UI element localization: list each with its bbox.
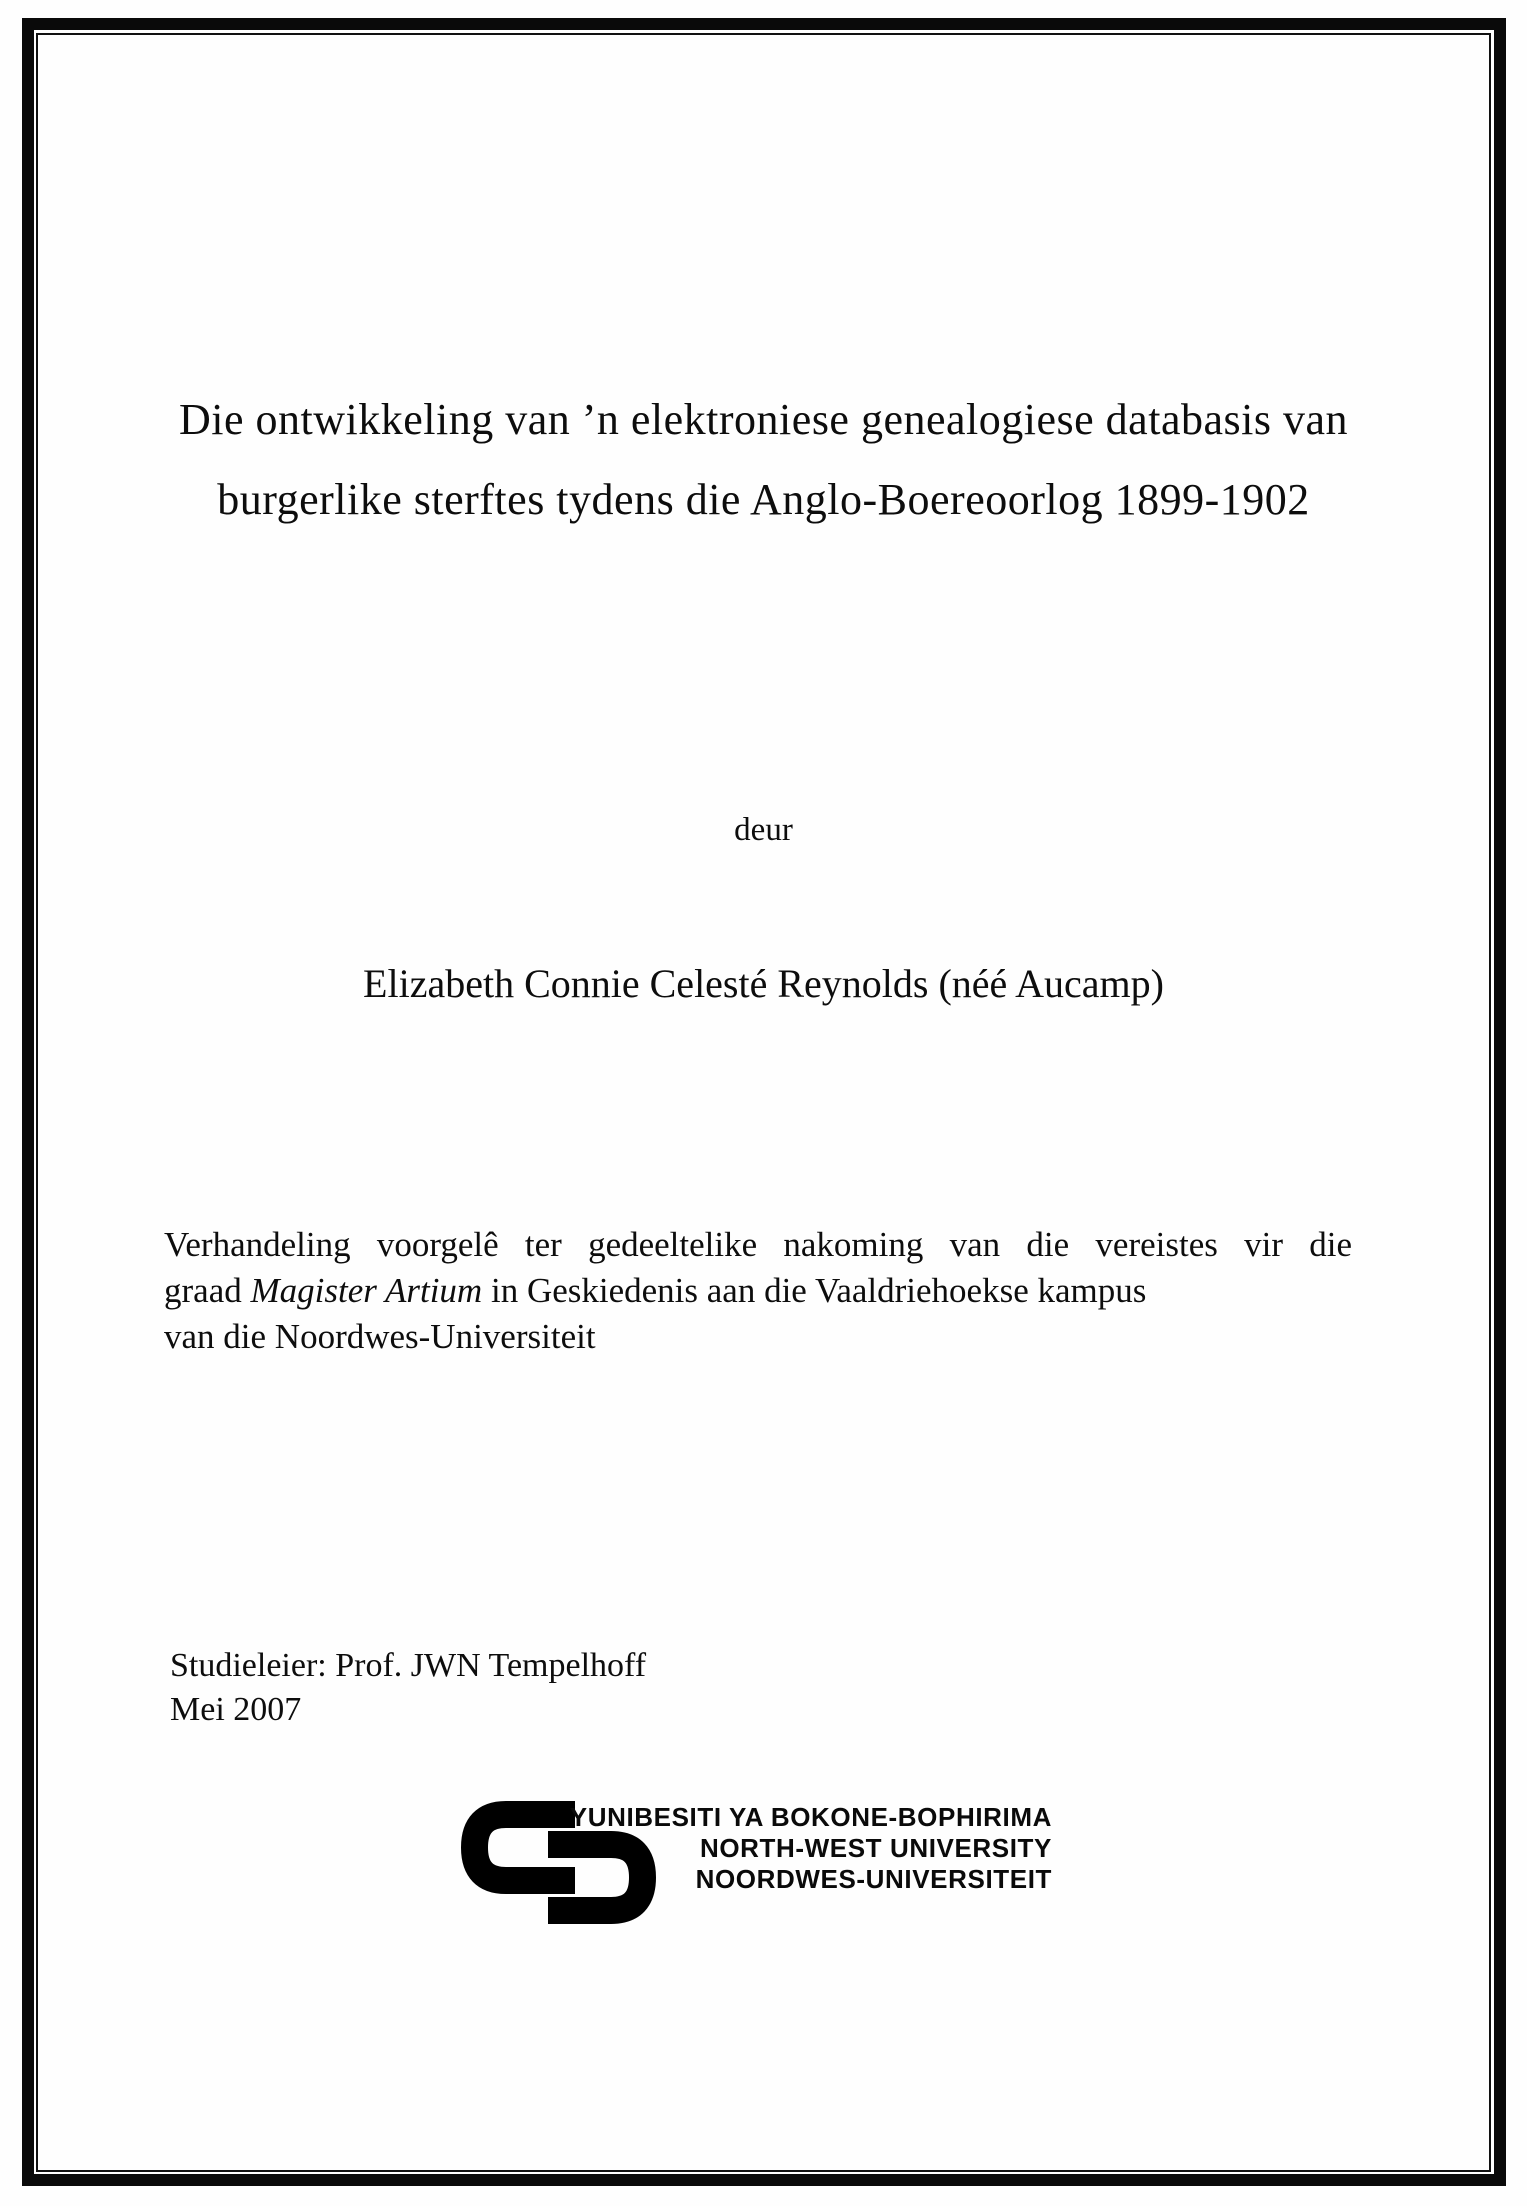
university-name-block xyxy=(570,1802,1052,1895)
degree-suffix: in Geskiedenis aan die Vaaldriehoekse kampus xyxy=(482,1271,1147,1310)
thesis-title xyxy=(90,380,1437,540)
supervisor-line: Studieleier: Prof. JWN Tempelhoff xyxy=(170,1647,647,1684)
date-line: Mei 2007 xyxy=(170,1691,302,1728)
declaration-line-3: van die Noordwes-Universiteit xyxy=(164,1317,596,1356)
degree-name-italic: Magister Artium xyxy=(250,1271,483,1310)
declaration-line-1: Verhandeling voorgelê ter gedeeltelike nakoming van die vereistes vir die xyxy=(164,1225,1352,1264)
university-name-afrikaans: NOORDWES-UNIVERSITEIT xyxy=(695,1864,1052,1894)
author-name: Elizabeth Connie Celesté Reynolds (néé Aucamp) xyxy=(363,961,1164,1006)
supervisor-block xyxy=(170,1644,646,1732)
title-line-2: burgerlike sterftes tydens die Anglo-Boereoorlog 1899-1902 xyxy=(217,475,1310,524)
university-name-english: NORTH-WEST UNIVERSITY xyxy=(699,1833,1052,1863)
declaration-line-2 xyxy=(164,1268,1352,1314)
university-logo xyxy=(461,1796,1061,1956)
degree-prefix: graad xyxy=(164,1271,251,1310)
university-name-setswana: YUNIBESITI YA BOKONE-BOPHIRIMA xyxy=(569,1802,1052,1832)
byline-label: deur xyxy=(734,812,793,848)
declaration-paragraph xyxy=(164,1222,1352,1360)
title-line-1: Die ontwikkeling van ’n elektroniese genealogiese databasis van xyxy=(178,395,1348,444)
